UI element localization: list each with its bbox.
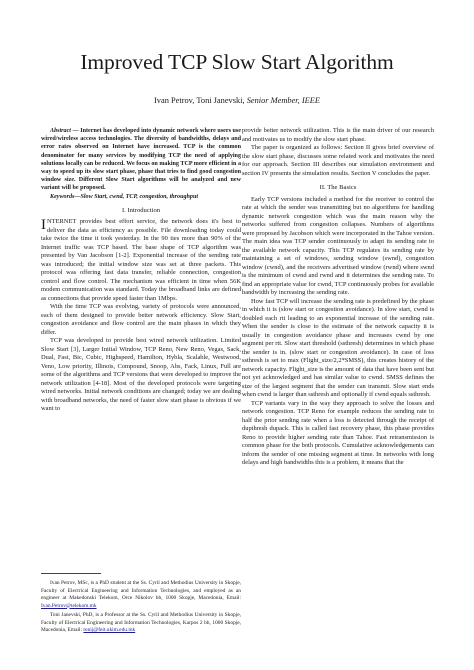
footnote-2 [41, 612, 241, 635]
author-line [0, 96, 474, 105]
footnote-2-text: Toni Janevski, PhD, is a Professor at the Ss. Cyril and Methodius University in Skopje, Faculty of Electrical Engineering and Information Technologies, Karpos 2 bb, 1000 Skopje, Macedonia, Email: [41, 612, 241, 633]
paper-title: Improved TCP Slow Start Algorithm [80, 50, 394, 74]
intro-paragraph-2: With the time TCP was evolving, variety of protocols were announced, each of them designed to provide better network efficiency. Slow Start, congestion avoidance and flow control are the main phases in which they differ. [41, 303, 241, 336]
drop-cap: I [41, 217, 46, 234]
continued-paragraph: provide better network utilization. This is the main driver of our research and motivates us to modify the slow start phase. [242, 127, 434, 143]
footnote-rule [41, 573, 101, 574]
abstract-text: Internet has developed into dynamic network where users use wired/wireless access technologies. The diversity of bandwidths, delays and error rates observed on Internet have increased. TCP is the common denominator for many services by modifying TCP the need of applying solutions locally can be reduced. We focus on making TCP more efficient in a way to speed up its slow start phase, phase that tries to find good congestion window size. Different Slow Start algorithms will be analyzed and new variant will be proposed. [41, 128, 242, 192]
section-heading-introduction: I. Introduction [121, 206, 161, 214]
keywords-label: Keywords [50, 193, 75, 200]
abstract-dash: — [71, 128, 81, 134]
section-heading-basics: II. The Basics [319, 184, 357, 191]
keywords-text: —Slow Start, cwnd, TCP, congestion, throughput [74, 193, 199, 200]
intro-paragraph-3: TCP was developed to provide best wired network utilization. Limited Slow Start [3], Larger Initial Window, TCP Reno, New Reno, Vegas, Sack, Dual, Fast, Bic, Cubic, Highspeed, Hamilton, Hybla, Scalable, Westwood, Veno, Low priority, Illinois, Compound, Snoop, Abs, Fack, Linux, Full are some of the algorithms and TCP versions that were developed to improve the network utilization [4-18]. Most of the developed protocols were targeting wired networks. Initial network conditions are changed; today we are dealing with broadband networks, the need of faster slow start phase is obvious if we want to [41, 337, 241, 413]
organization-paragraph: The paper is organized as follows: Section II gives brief overview of the slow start phase, discusses some related work and motivates the need for our approach. Section III describes our simulation environment and section IV presents the simulation results. Section V concludes the paper. [242, 144, 434, 177]
footnote-2-email-link[interactable]: tonij@feit.ukim.edu.mk [83, 627, 136, 633]
author-names: Ivan Petrov, Toni Janevski, [154, 96, 245, 105]
footnote-1-text: Ivan Petrov, MSc, is a PhD student at the Ss. Cyril and Methodius University in Skopje, Faculty of Electrical Engineering and Information Technologies, and employed as an engineer at Makedonski Telekom, Orce Nikolov bb, 1000 Skopje, Macedonia, Email: [41, 580, 241, 601]
abstract-label: Abstract [50, 128, 71, 134]
basics-paragraph-3: TCP variants vary in the way they approach to solve the losses and network congestion. TCP Reno for example reduces the sending rate to half the prior sending rate when a loss is detected through the receipt of dupthresh dupack. This is called fast recovery phase, this phase provides Reno to provide higher sending rate than Tahoe. Fast retransmission is common phase for the both protocols. Cumulative acknowledgements can inform the sender of one missing segment at time. In networks with long delays and high bandwidths this is a problem, it means that the [242, 399, 434, 466]
author-role: Senior Member, IEEE [246, 96, 320, 105]
footnotes [41, 580, 241, 637]
basics-paragraph-2: How fast TCP will increase the sending rate is predefined by the phase in which it is (slow start or congestion avoidance). In slow start, cwnd is doubled each rtt leading to an exponential increase of the sending rate. When the sender is close to the estimate of the network capacity it is usually in congestion avoidance phase and increases cwnd by one segment per rtt. Slow start threshold (ssthresh) determines in which phase the sender is in. (slow start or congestion avoidance). In case of loss ssthresh is set to max (Flight_size/2,2*SMSS), this creates history of the network capacity. Flight_size is the amount of data that have been sent but not yet acknowledged and has similar value to cwnd. SMSS defines the size of the largest segment that the sender can transmit. Slow start ends when cwnd is larger than ssthresh and optionally if cwnd equals ssthresh. [242, 297, 434, 398]
footnote-1 [41, 580, 241, 610]
keywords [41, 193, 241, 201]
intro-paragraph-1 [41, 218, 241, 303]
footnote-1-email-link[interactable]: Ivan.Petrov@telekom.mk [41, 602, 97, 609]
intro-paragraph-1-text: NTERNET provides best effort service, the network does it's best to deliver the data as efficiency as possible. File downloading today could take twice the time it took yesterday. In the 90 ties more than 90% of the Internet traffic was TCP based. The base shape of TCP algorithm was presented by Van Jacobson [1-2]. Exponential increase of the sending rate was introduced; the initial window size was set at three packets. This protocol was offering fast data transfer, reliable connection, congestion control and flow control. The mechanism was efficient in time when 56K modem communication was standard. Today the broadband links are defined as connections that provide speed faster than 1Mbps. [41, 218, 241, 302]
abstract [41, 127, 241, 193]
basics-paragraph-1: Early TCP versions included a method for the receiver to control the rate at which the sender was transmitting but no algorithms for handling dynamic network congestion which was the main reason why the networks suffered from congestion collapses. Numbers of algorithms were proposed by Jacobson which were incorporated in the Tahoe version. The main idea was TCP sender continuously to adapt its sending rate to the available network capacity. This TCP regulates its sending rate by maintaining a set of windows, sending window (swnd), congestion window (cwnd), and the receivers advertised window (rwnd) where swnd is the minimum of cwnd and rwnd and it determines the sending rate. To find an appropriate value for cwnd, TCP continuously probes for available bandwidth by increasing the sending rate. [242, 195, 434, 296]
left-column [41, 127, 241, 414]
right-column [242, 127, 434, 468]
